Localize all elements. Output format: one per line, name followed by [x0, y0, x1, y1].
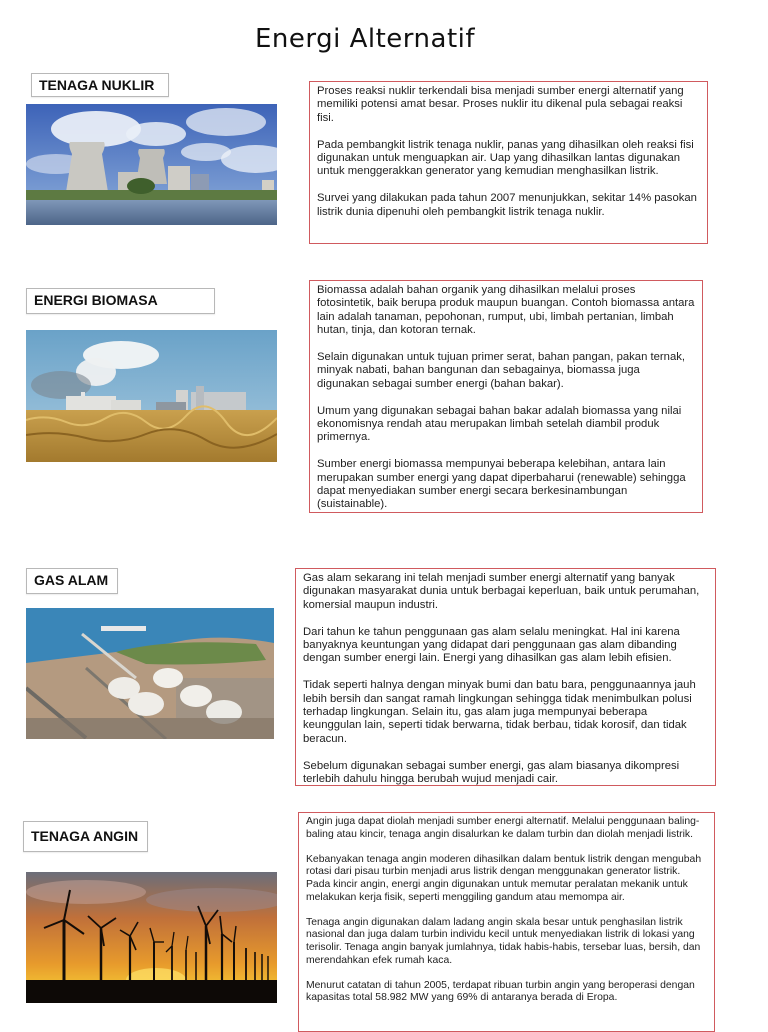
paragraph: Sebelum digunakan sebagai sumber energi, gas alam biasanya dikompresi terlebih dahulu hingga berubah wujud menjadi cair.	[303, 759, 680, 786]
paragraph: Angin juga dapat diolah menjadi sumber energi alternatif. Melalui penggunaan baling-baling atau kincir, tenaga angin disalurkan ke dalam turbin dan diolah menjadi listrik.	[306, 816, 700, 840]
section-label-tenaga-angin: TENAGA ANGIN	[23, 821, 148, 852]
paragraph: Dari tahun ke tahun penggunaan gas alam selalu meningkat. Hal ini karena banyaknya keuntungan yang didapat dari penggunaan gas alam dibanding dengan sumber energi lain. Energi yang dihasilkan gas alam lebih efisien.	[303, 625, 680, 665]
lng-terminal-aerial-photo	[26, 608, 274, 739]
section-label-gas-alam: GAS ALAM	[26, 568, 118, 594]
paragraph: Proses reaksi nuklir terkendali bisa menjadi sumber energi alternatif yang memiliki potensi amat besar. Proses nuklir itu dikenal pula sebagai reaksi fisi.	[317, 85, 684, 124]
paragraph: Biomassa adalah bahan organik yang dihasilkan melalui proses fotosintetik, baik berupa produk maupun buangan. Contoh biomassa antara lain adalah tanaman, pepohonan, rumput, ubi, limbah pertanian, limbah hutan, tinja, dan kotoran ternak.	[317, 284, 695, 337]
paragraph: Menurut catatan di tahun 2005, terdapat ribuan turbin angin yang beroperasi dengan kapasitas total 58.982 MW yang 69% di antaranya berada di Eropa.	[306, 979, 695, 1004]
text-box-energi-biomasa	[309, 280, 703, 513]
paragraph: Survei yang dilakukan pada tahun 2007 menunjukkan, sekitar 14% pasokan listrik dunia dipenuhi oleh pembangkit listrik tenaga nuklir.	[317, 192, 697, 218]
page-title: Energi Alternatif	[254, 24, 476, 54]
text-box-tenaga-angin	[298, 812, 715, 1032]
wind-turbines-sunset-photo	[26, 872, 277, 1003]
paragraph: Selain digunakan untuk tujuan primer serat, bahan pangan, pakan ternak, minyak nabati, bahan bangunan dan sebagainya, biomassa juga digunakan sebagai sumber energi (bahan bakar).	[317, 351, 686, 390]
paragraph: Pada pembangkit listrik tenaga nuklir, panas yang dihasilkan oleh reaksi fisi digunakan untuk menguapkan air. Uap yang dihasilkan lantas digunakan untuk menggerakkan generator yang kemudian menghasilkan listrik.	[317, 138, 694, 178]
biomass-plant-wheat-field-photo	[26, 330, 277, 462]
paragraph: Tidak seperti halnya dengan minyak bumi dan batu bara, penggunaannya jauh lebih bersih dan sangat ramah lingkungan sehingga tidak menimbulkan polusi terhadap lingkungan. Selain itu, gas alam juga mempunyai beberapa keunggulan lain, seperti tidak berwarna, tidak berbau, tidak korosif, dan tidak beracun.	[303, 679, 696, 745]
paragraph: Tenaga angin digunakan dalam ladang angin skala besar untuk penghasilan listrik nasional dan juga dalam turbin individu kecil untuk menyediakan listrik di lokasi yang terisolir. Tenaga angin banyak jumlahnya, tidak habis-habis, tersebar luas, bersih, dan merendahkan efek rumah kaca.	[306, 916, 701, 966]
text-box-tenaga-nuklir	[309, 81, 708, 244]
paragraph: Umum yang digunakan sebagai bahan bakar adalah biomassa yang nilai ekonomisnya rendah atau merupakan limbah setelah diambil produk primernya.	[317, 404, 682, 444]
paragraph: Gas alam sekarang ini telah menjadi sumber energi alternatif yang banyak digunakan masyarakat dunia untuk berbagai keperluan, baik untuk perumahan, komersial maupun industri.	[303, 572, 700, 611]
text-box-gas-alam	[295, 568, 716, 786]
paragraph: Sumber energi biomassa mempunyai beberapa kelebihan, antara lain merupakan sumber energi yang dapat diperbaharui (renewable) sehingga dapat menyediakan sumber energi secara berkesinambungan (suistainable).	[317, 458, 686, 511]
paragraph: Kebanyakan tenaga angin moderen dihasilkan dalam bentuk listrik dengan mengubah rotasi dari pisau turbin menjadi arus listrik dengan menggunakan generator listrik. Pada kincir angin, energi angin digunakan untuk memutar peralatan mekanik untuk melakukan kerja fisik, seperti menggiling gandum atau memompa air.	[306, 853, 702, 903]
section-label-tenaga-nuklir: TENAGA NUKLIR	[31, 73, 169, 97]
nuclear-power-plant-photo	[26, 104, 277, 225]
section-label-energi-biomasa: ENERGI BIOMASA	[26, 288, 215, 314]
